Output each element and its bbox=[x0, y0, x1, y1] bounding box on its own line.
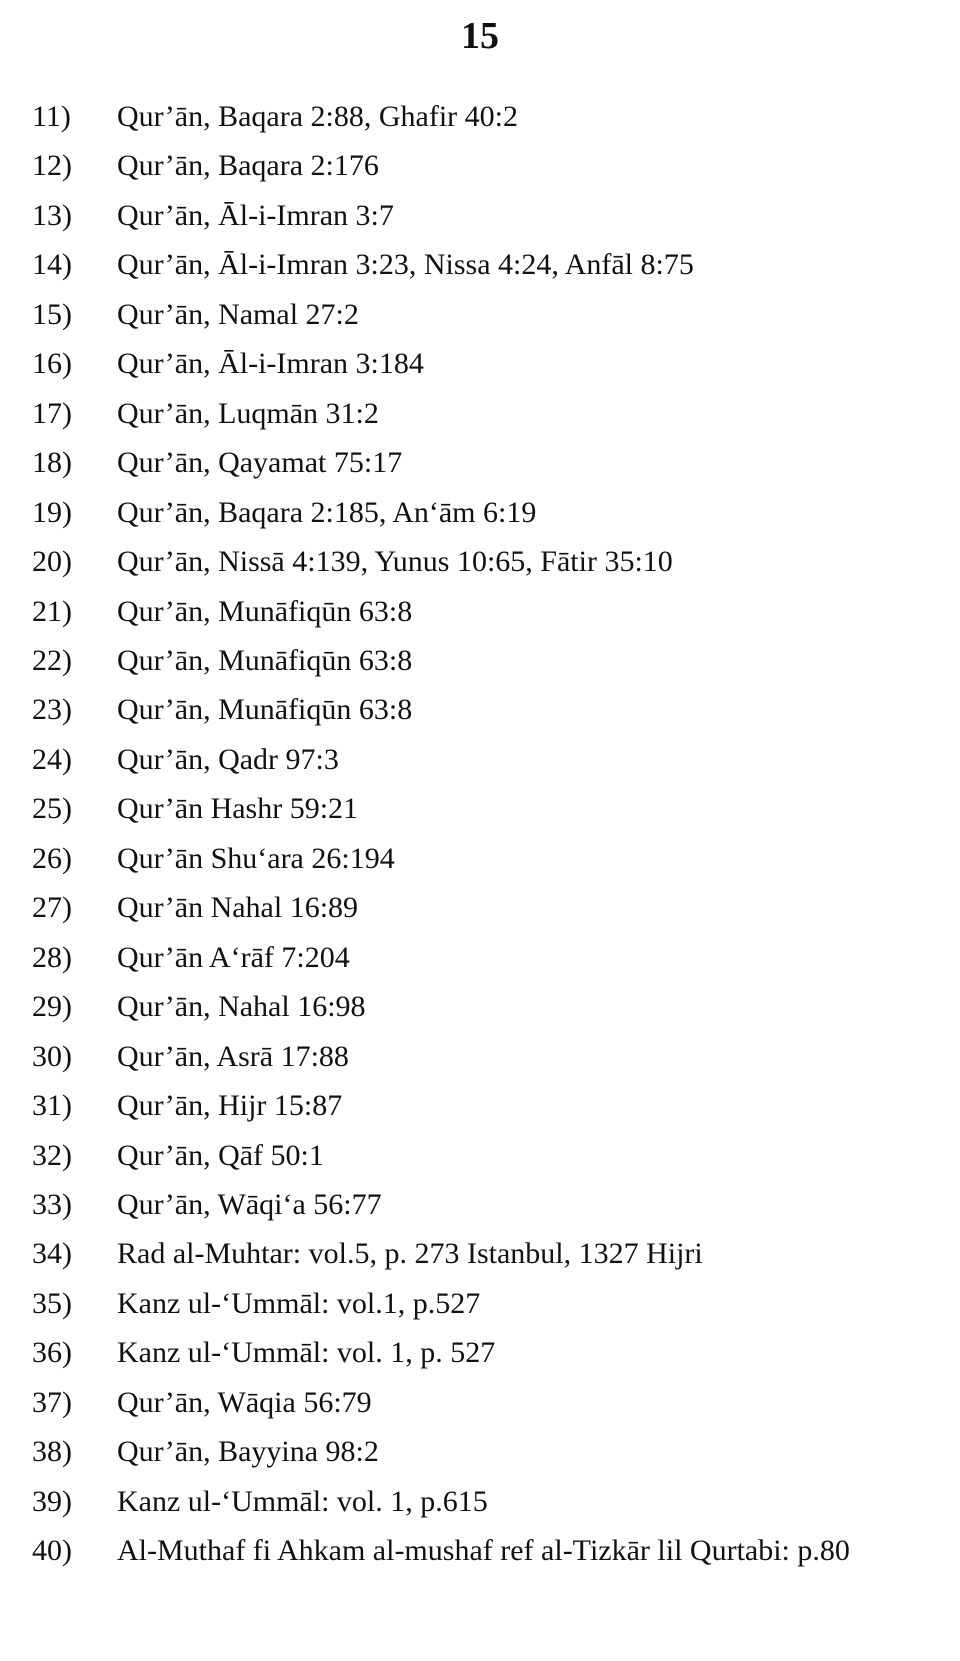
reference-text: Qur’ān, Munāfiqūn 63:8 bbox=[117, 693, 413, 727]
reference-number: 23) bbox=[32, 693, 72, 727]
reference-item bbox=[32, 1378, 937, 1427]
reference-number: 30) bbox=[32, 1039, 72, 1073]
reference-number: 25) bbox=[32, 792, 72, 826]
reference-number: 15) bbox=[32, 297, 72, 331]
reference-number: 12) bbox=[32, 149, 72, 183]
reference-text: Qur’ān, Bayyina 98:2 bbox=[117, 1435, 379, 1469]
reference-text: Qur’ān, Wāqia 56:79 bbox=[117, 1385, 372, 1419]
reference-text: Qur’ān Hashr 59:21 bbox=[117, 792, 359, 826]
reference-list bbox=[32, 92, 937, 1576]
reference-text: Qur’ān, Baqara 2:185, An‘ām 6:19 bbox=[117, 495, 537, 529]
page-number: 15 bbox=[461, 15, 499, 57]
reference-item bbox=[32, 834, 937, 883]
reference-number: 33) bbox=[32, 1187, 72, 1221]
reference-text: Qur’ān, Baqara 2:176 bbox=[117, 149, 379, 183]
reference-number: 17) bbox=[32, 396, 72, 430]
reference-text: Al-Muthaf fi Ahkam al-mushaf ref al-Tizkār lil Qurtabi: p.80 bbox=[117, 1534, 850, 1568]
reference-number: 36) bbox=[32, 1336, 72, 1370]
reference-item bbox=[32, 1328, 937, 1377]
reference-text: Qur’ān A‘rāf 7:204 bbox=[117, 940, 350, 974]
reference-item bbox=[32, 1477, 937, 1526]
reference-text: Qur’ān, Munāfiqūn 63:8 bbox=[117, 594, 413, 628]
reference-text: Qur’ān, Munāfiqūn 63:8 bbox=[117, 643, 413, 677]
reference-number: 34) bbox=[32, 1237, 72, 1271]
reference-number: 24) bbox=[32, 742, 72, 776]
reference-item bbox=[32, 240, 937, 289]
reference-text: Qur’ān, Baqara 2:88, Ghafir 40:2 bbox=[117, 100, 518, 133]
reference-item bbox=[32, 1081, 937, 1130]
reference-text: Qur’ān, Nissā 4:139, Yunus 10:65, Fātir 35:10 bbox=[117, 545, 673, 579]
reference-item bbox=[32, 488, 937, 537]
reference-item bbox=[32, 685, 937, 734]
reference-item bbox=[32, 389, 937, 438]
reference-text: Qur’ān, Luqmān 31:2 bbox=[117, 396, 379, 430]
reference-item bbox=[32, 141, 937, 190]
reference-number: 38) bbox=[32, 1435, 72, 1469]
reference-item bbox=[32, 92, 937, 141]
reference-item bbox=[32, 537, 937, 586]
reference-number: 18) bbox=[32, 446, 72, 480]
reference-text: Qur’ān, Wāqi‘a 56:77 bbox=[117, 1187, 382, 1221]
reference-item bbox=[32, 1526, 937, 1575]
reference-number: 20) bbox=[32, 545, 72, 579]
reference-item bbox=[32, 438, 937, 487]
reference-number: 32) bbox=[32, 1138, 72, 1172]
reference-item bbox=[32, 1180, 937, 1229]
reference-text: Qur’ān, Asrā 17:88 bbox=[117, 1039, 349, 1073]
reference-item bbox=[32, 587, 937, 636]
reference-number: 13) bbox=[32, 198, 72, 232]
reference-item bbox=[32, 784, 937, 833]
reference-text: Qur’ān, Āl-i-Imran 3:23, Nissa 4:24, Anfāl 8:75 bbox=[117, 248, 694, 282]
reference-text: Qur’ān, Nahal 16:98 bbox=[117, 990, 366, 1024]
reference-number: 31) bbox=[32, 1089, 72, 1123]
reference-item bbox=[32, 933, 937, 982]
reference-text: Kanz ul-‘Ummāl: vol. 1, p.615 bbox=[117, 1484, 488, 1518]
reference-number: 39) bbox=[32, 1484, 72, 1518]
reference-number: 21) bbox=[32, 594, 72, 628]
reference-item bbox=[32, 636, 937, 685]
reference-number: 40) bbox=[32, 1534, 72, 1568]
reference-number: 22) bbox=[32, 643, 72, 677]
reference-item bbox=[32, 191, 937, 240]
reference-number: 11) bbox=[32, 100, 71, 133]
reference-text: Qur’ān Shu‘ara 26:194 bbox=[117, 841, 395, 875]
reference-item bbox=[32, 1427, 937, 1476]
reference-item bbox=[32, 290, 937, 339]
reference-text: Qur’ān Nahal 16:89 bbox=[117, 891, 359, 925]
reference-text: Qur’ān, Āl-i-Imran 3:184 bbox=[117, 347, 424, 381]
reference-item bbox=[32, 735, 937, 784]
reference-number: 27) bbox=[32, 891, 72, 925]
reference-text: Qur’ān, Āl-i-Imran 3:7 bbox=[117, 198, 394, 232]
reference-text: Rad al-Muhtar: vol.5, p. 273 Istanbul, 1327 Hijri bbox=[117, 1237, 703, 1271]
reference-number: 35) bbox=[32, 1286, 72, 1320]
reference-number: 29) bbox=[32, 990, 72, 1024]
reference-number: 16) bbox=[32, 347, 72, 381]
reference-text: Qur’ān, Hijr 15:87 bbox=[117, 1089, 343, 1123]
reference-number: 19) bbox=[32, 495, 72, 529]
reference-text: Kanz ul-‘Ummāl: vol. 1, p. 527 bbox=[117, 1336, 496, 1370]
reference-item bbox=[32, 982, 937, 1031]
reference-item bbox=[32, 1229, 937, 1278]
reference-item bbox=[32, 1032, 937, 1081]
reference-item bbox=[32, 1279, 937, 1328]
reference-text: Qur’ān, Qāf 50:1 bbox=[117, 1138, 324, 1172]
reference-number: 14) bbox=[32, 248, 72, 282]
reference-text: Kanz ul-‘Ummāl: vol.1, p.527 bbox=[117, 1286, 481, 1320]
reference-text: Qur’ān, Qayamat 75:17 bbox=[117, 446, 403, 480]
reference-text: Qur’ān, Namal 27:2 bbox=[117, 297, 359, 331]
reference-item bbox=[32, 339, 937, 388]
reference-item bbox=[32, 883, 937, 932]
reference-number: 26) bbox=[32, 841, 72, 875]
reference-item bbox=[32, 1131, 937, 1180]
reference-number: 28) bbox=[32, 940, 72, 974]
reference-text: Qur’ān, Qadr 97:3 bbox=[117, 742, 339, 776]
reference-number: 37) bbox=[32, 1385, 72, 1419]
